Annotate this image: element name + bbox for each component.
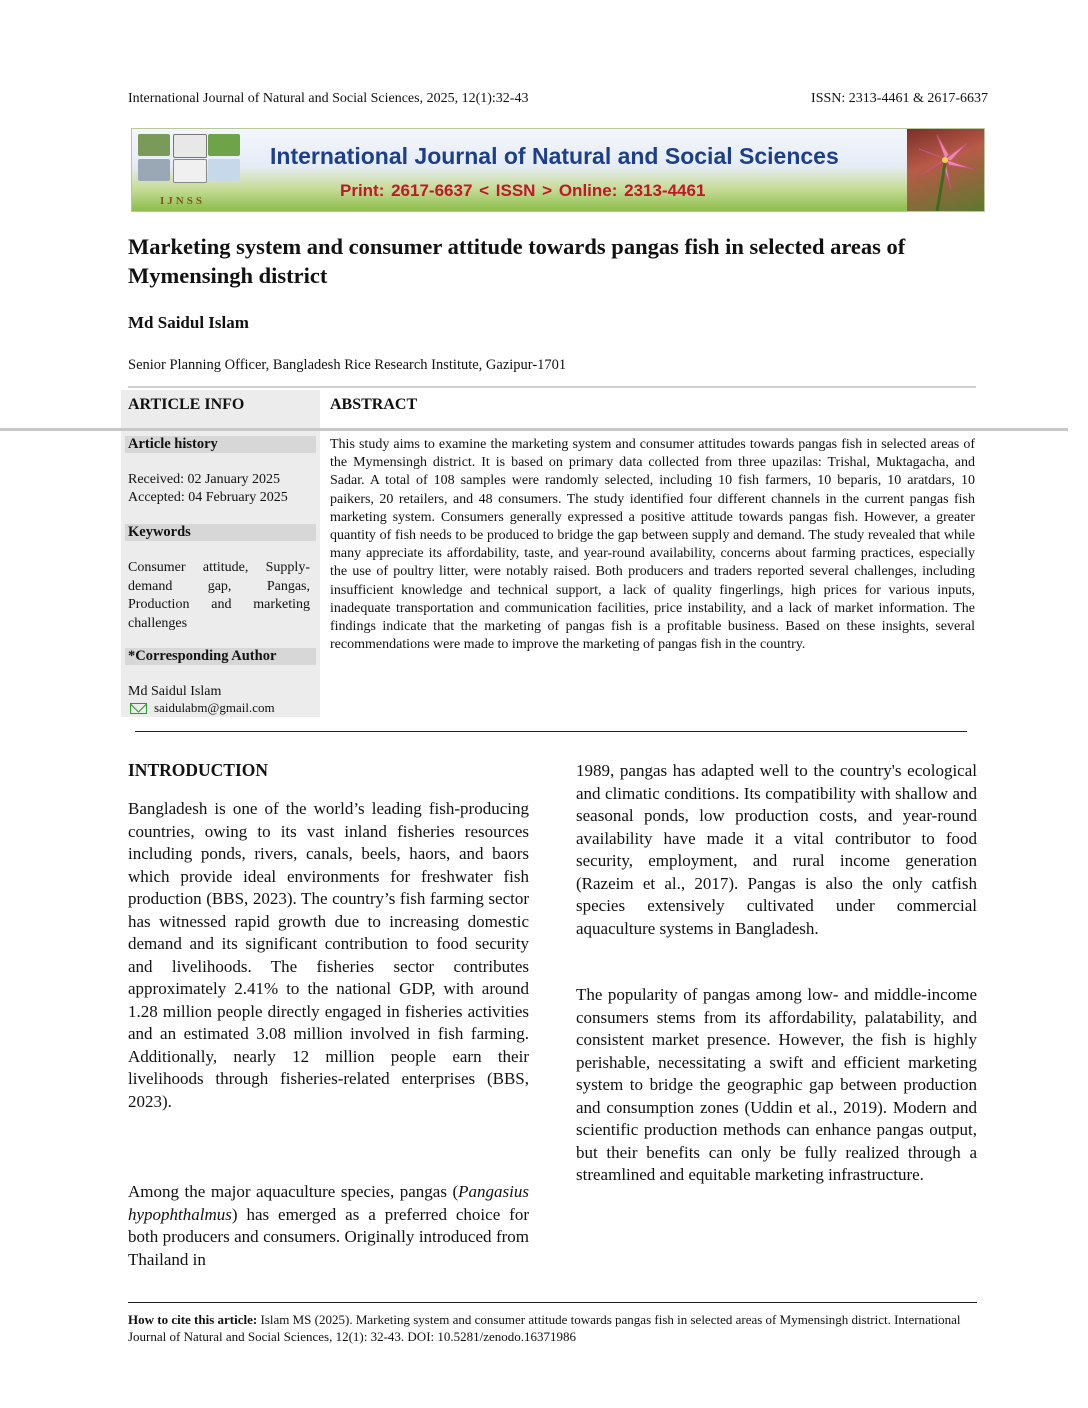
citation-label: How to cite this article: [128,1312,258,1327]
article-title: Marketing system and consumer attitude towards pangas fish in selected areas of Mymensingh district [128,234,906,288]
citation-text: Islam MS (2025). Marketing system and consumer attitude towards pangas fish in selected areas of Mymensingh district. International Journal of Natural and Social Sciences, 12(1): 32-43. DOI: 10.5281/zenodo.16371986 [128,1312,961,1344]
author-name: Md Saidul Islam [128,313,249,332]
mail-icon [130,703,147,714]
author-affiliation: Senior Planning Officer, Bangladesh Rice Research Institute, Gazipur-1701 [128,357,567,373]
footer-divider [128,1302,977,1303]
divider [128,386,976,388]
corresponding-author-label: *Corresponding Author [125,648,316,665]
running-header-right: ISSN: 2313-4461 & 2617-6637 [811,91,988,106]
article-info-heading: ARTICLE INFO [128,396,245,413]
paragraph-text: ) has emerged as a preferred choice for both producers and consumers. Originally introduced from Thailand in [128,1204,529,1269]
paragraph: 1989, pangas has adapted well to the country's ecological and climatic conditions. Its compatibility with shallow and seasonal ponds, low production costs, and year-round availability have made it a vital contributor to food security, employment, and rural income generation (Razeim et al., 2017). Pangas is also the only catfish species extensively cultivated under commercial aquaculture systems in Bangladesh. [576,761,977,938]
email-row [130,700,275,716]
paragraph: The popularity of pangas among low- and middle-income consumers stems from its affordability, palatability, and consistent market presence. However, the fish is highly perishable, necessitating a swift and efficient marketing system to bridge the geographic gap between production and consumption zones (Uddin et al., 2019). Modern and scientific production methods can enhance pangas output, but their benefits can only be fully realized through a streamlined and equitable marketing infrastructure. [576,985,977,1184]
flower-image [907,129,984,211]
citation-footer [128,1312,977,1345]
received-date: Received: 02 January 2025 [128,472,281,487]
logo-text: IJNSS [160,195,205,207]
abstract-text: This study aims to examine the marketing system and consumer attitudes towards pangas fish in selected areas of the Mymensingh district. It is based on primary data collected from three upazilas: Trishal, Muktagacha, and Sadar. A total of 108 samples were randomly selected, including 10 fish farmers, 10 beparis, 10 aratdars, 10 paikers, 20 retailers, and 48 consumers. The study identified four different channels in the current pangas fish marketing system. Consumers generally expressed a positive attitude towards pangas fish. However, a greater quantity of fish needs to be produced to bridge the gap between supply and demand. The study revealed that while many appreciate its affordability, taste, and year-round availability, concerns about farming practices, especially the use of poultry litter, were notably raised. Both producers and traders reported several challenges, including insufficient knowledge and technical support, a lack of quality fingerlings, high prices for various inputs, inadequate transportation and communication facilities, price instability, and a lack of market information. The findings indicate that the marketing of pangas fish is a profitable business. Based on these insights, several recommendations were made to improve the marketing of pangas fish in the country. [330,437,975,653]
divider [135,731,967,732]
paragraph-text: Among the major aquaculture species, pangas ( [128,1182,459,1201]
running-header-left: International Journal of Natural and Social Sciences, 2025, 12(1):32-43 [128,91,529,106]
journal-name: International Journal of Natural and Social Sciences [270,143,839,169]
keywords-label: Keywords [125,524,316,541]
abstract-heading: ABSTRACT [330,396,418,413]
paragraph [128,1181,529,1271]
author-email[interactable]: saidulabm@gmail.com [154,700,275,715]
article-history-label: Article history [125,436,316,453]
section-heading-introduction: INTRODUCTION [128,760,269,780]
accepted-date: Accepted: 04 February 2025 [128,490,288,505]
keywords-list: Consumer attitude, Supply-demand gap, Pangas, Production and marketing challenges [128,560,310,631]
journal-banner [131,128,985,212]
journal-issn: Print: 2617-6637 < ISSN > Online: 2313-4461 [340,181,706,200]
paragraph: Bangladesh is one of the world’s leading fish-producing countries, owing to its vast inland fisheries resources including ponds, rivers, canals, beels, haors, and baors which provide ideal environments for freshwater fish production (BBS, 2023). The country’s fish farming sector has witnessed rapid growth due to increasing domestic demand and its significant contribution to food security and livelihoods. The fisheries sector contributes approximately 2.41% to the national GDP, with around 1.28 million people directly engaged in fisheries activities and an estimated 3.08 million involved in fish farming. Additionally, nearly 12 million people earn their livelihoods through fisheries-related enterprises (BBS, 2023). [128,799,529,1111]
divider [0,428,1068,431]
species-name: Pangasius hypophthalmus [128,1182,529,1224]
journal-logo [136,132,244,208]
corresponding-author-name: Md Saidul Islam [128,684,222,699]
